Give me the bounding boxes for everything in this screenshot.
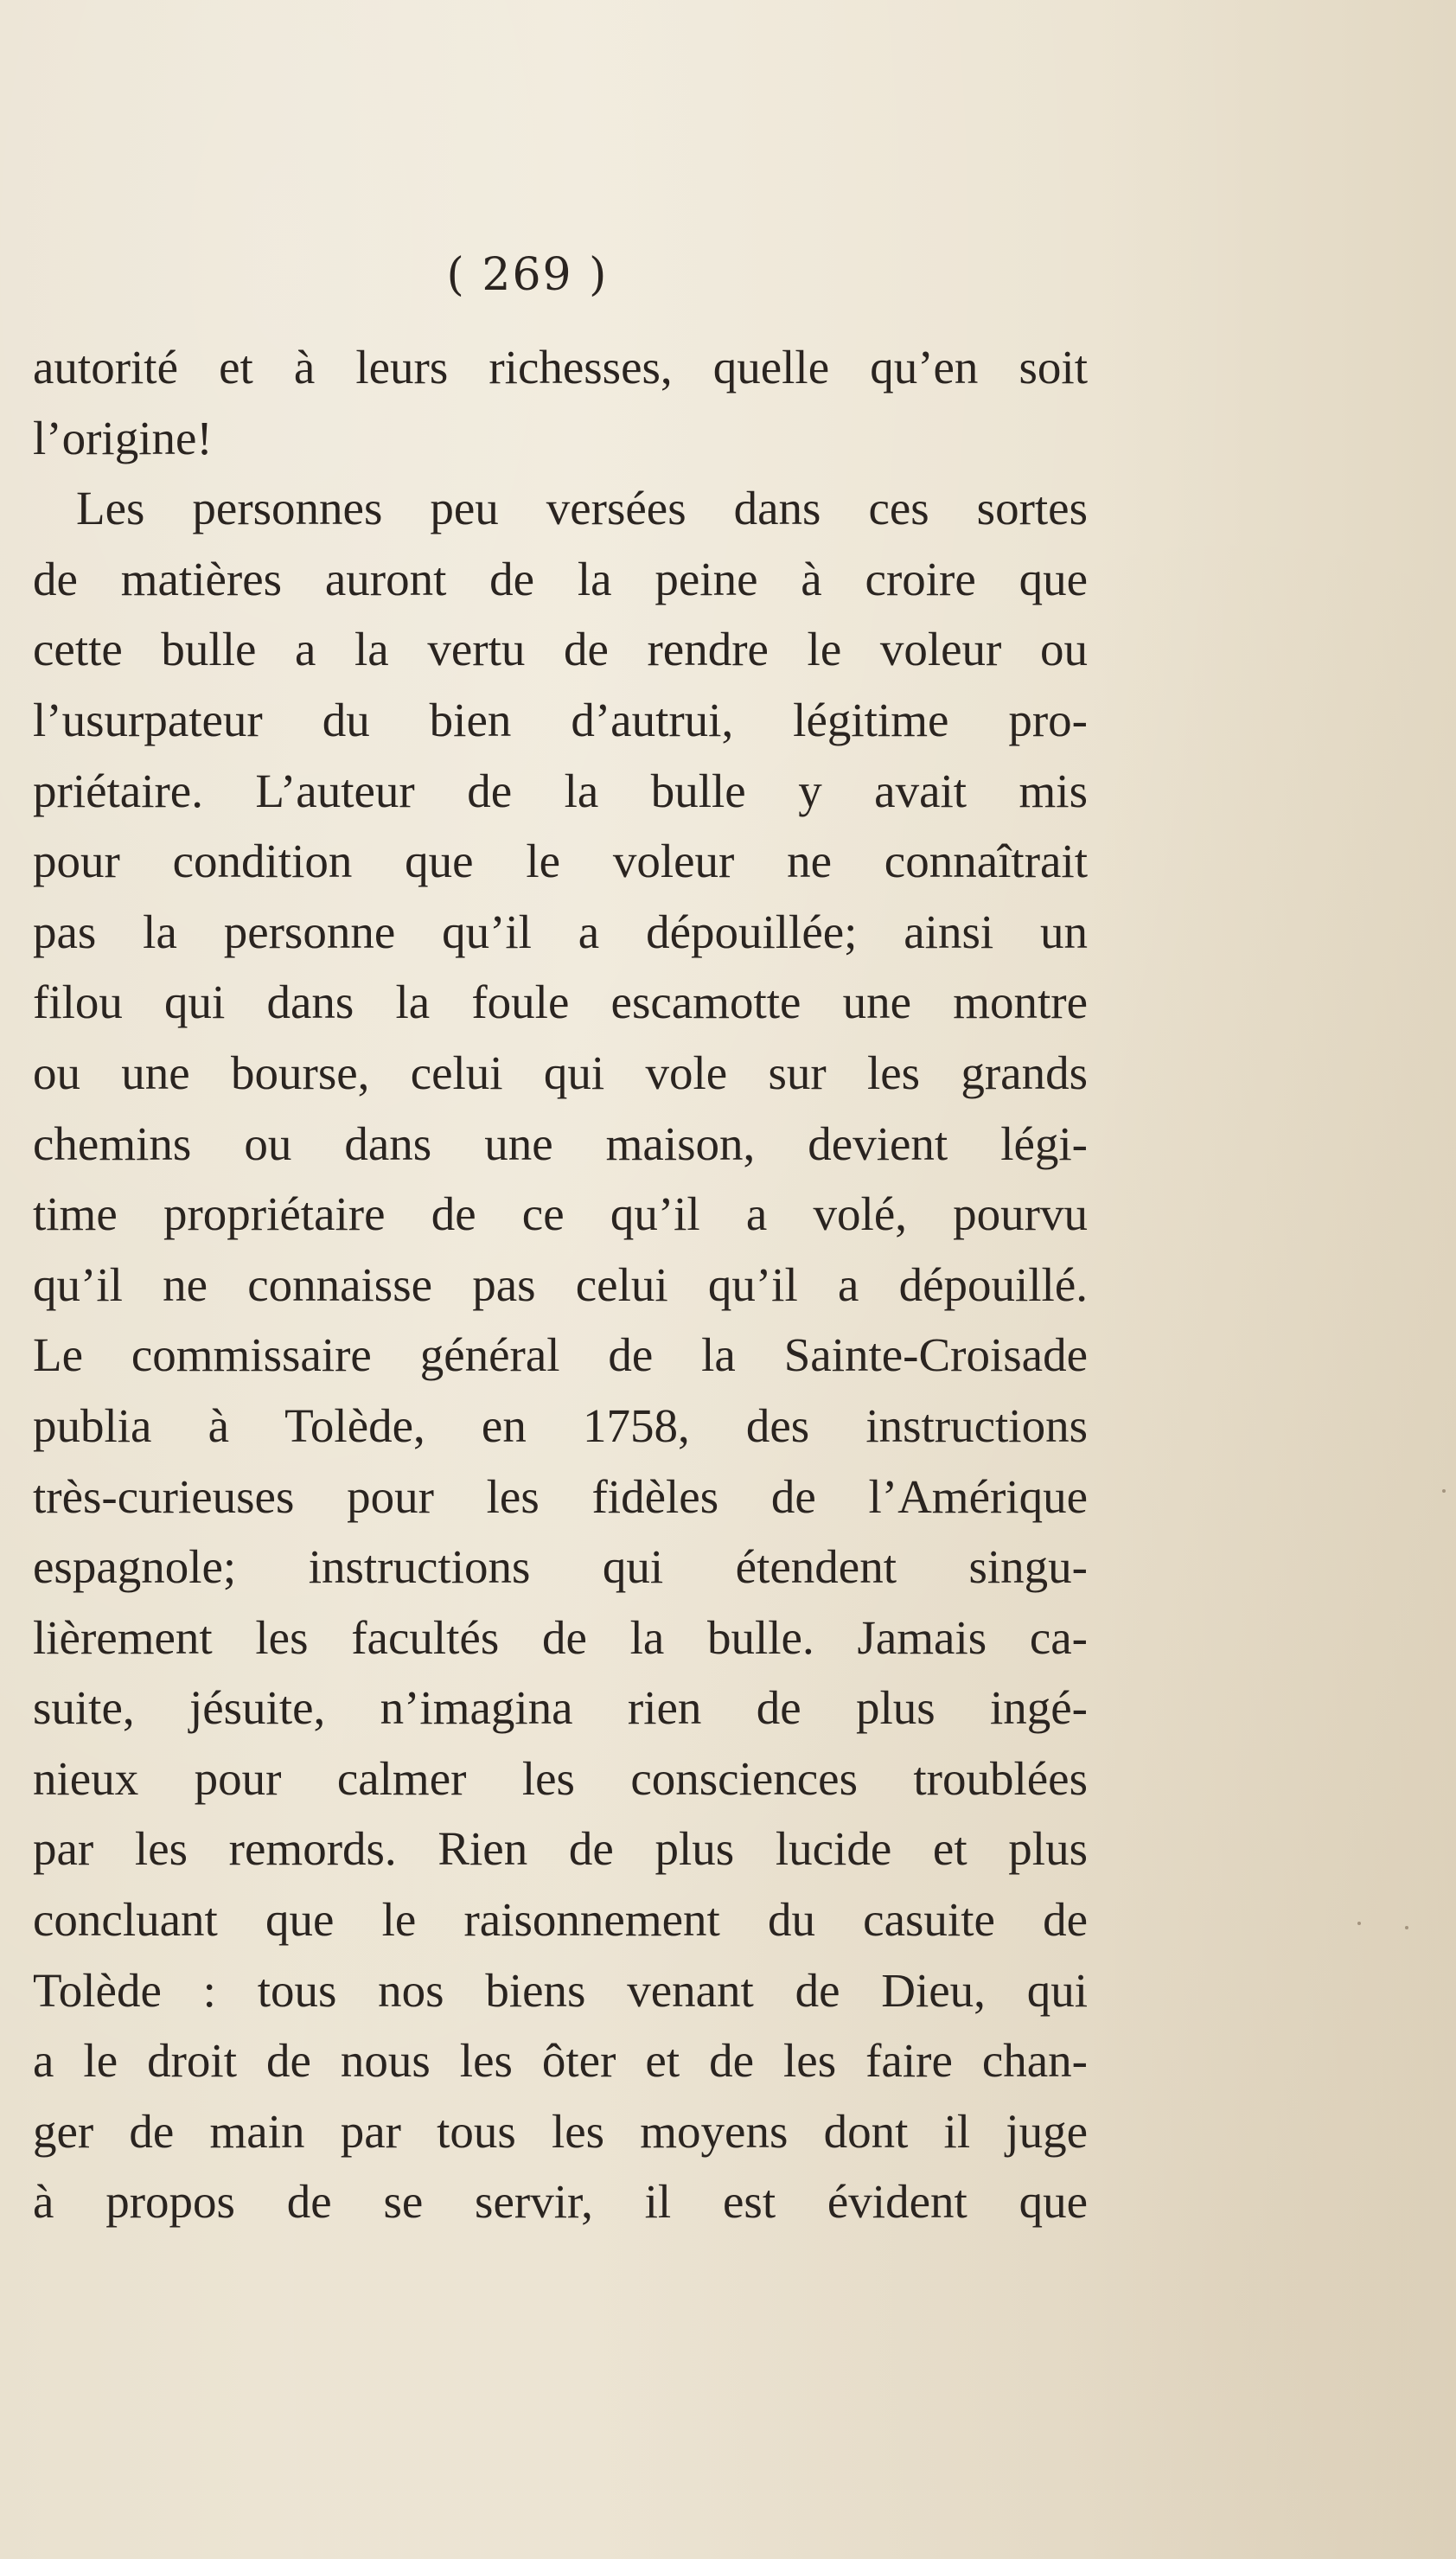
text-line: très-curieuses pour les fidèles de l’Amérique — [33, 1469, 1088, 1523]
text-line: suite, jésuite, n’imagina rien de plus ingé- — [33, 1681, 1088, 1735]
text-line: ger de main par tous les moyens dont il juge — [33, 2104, 1088, 2158]
paper-speck — [1357, 1922, 1361, 1925]
text-line: pas la personne qu’il a dépouillée; ainsi un — [33, 905, 1088, 958]
page-number: ( 269 ) — [446, 249, 609, 301]
text-line: à propos de se servir, il est évident que — [33, 2175, 1088, 2229]
text-line: concluant que le raisonnement du casuite de — [33, 1893, 1088, 1947]
text-line: qu’il ne connaisse pas celui qu’il a dépouillé. — [33, 1257, 1088, 1311]
text-line: Le commissaire général de la Sainte-Croisade — [33, 1328, 1088, 1382]
text-line: a le droit de nous les ôter et de les faire chan- — [33, 2034, 1088, 2088]
text-line: pour condition que le voleur ne connaîtrait — [33, 835, 1088, 888]
paper-speck — [1442, 1489, 1446, 1493]
body-text — [33, 332, 1088, 2237]
text-line: filou qui dans la foule escamotte une montre — [33, 976, 1088, 1029]
text-line: nieux pour calmer les consciences troublées — [33, 1751, 1088, 1805]
text-line: espagnole; instructions qui étendent singu- — [33, 1540, 1088, 1594]
text-line: par les remords. Rien de plus lucide et plus — [33, 1822, 1088, 1876]
text-line: de matières auront de la peine à croire que — [33, 552, 1088, 605]
text-line: autorité et à leurs richesses, quelle qu’en soit — [33, 341, 1088, 393]
text-line: chemins ou dans une maison, devient légi- — [33, 1116, 1088, 1170]
text-line: time propriétaire de ce qu’il a volé, pourvu — [33, 1187, 1088, 1241]
text-line: Les personnes peu versées dans ces sortes — [76, 482, 1088, 535]
text-line: publia à Tolède, en 1758, des instructions — [33, 1398, 1088, 1452]
text-line: lièrement les facultés de la bulle. Jamais ca- — [33, 1610, 1088, 1664]
text-line: priétaire. L’auteur de la bulle y avait mis — [33, 764, 1088, 817]
text-line: l’origine! — [33, 411, 213, 464]
text-line: ou une bourse, celui qui vole sur les grands — [33, 1046, 1088, 1099]
paper-speck — [1405, 1926, 1408, 1929]
text-line: cette bulle a la vertu de rendre le voleur ou — [33, 623, 1088, 676]
text-line: l’usurpateur du bien d’autrui, légitime pro- — [33, 693, 1088, 746]
text-line: Tolède : tous nos biens venant de Dieu, qui — [33, 1963, 1088, 2017]
